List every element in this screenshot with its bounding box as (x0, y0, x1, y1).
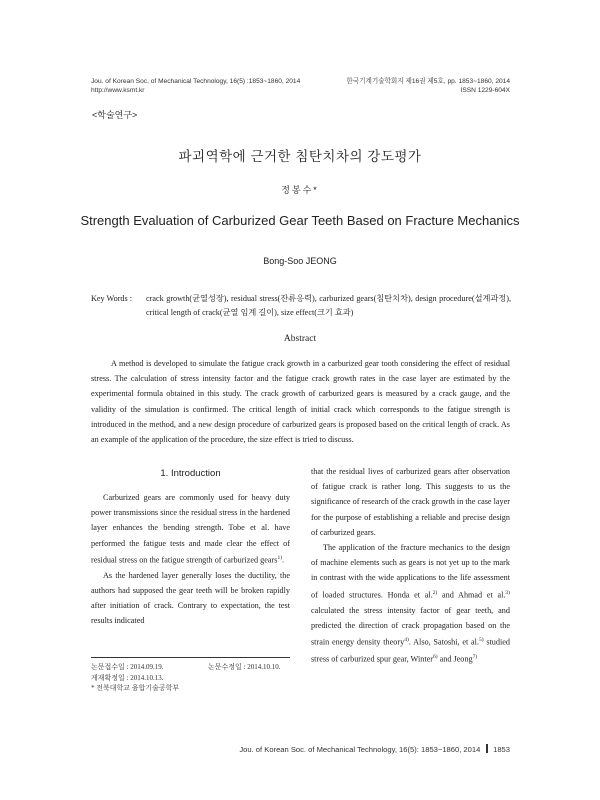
intro-paragraph-4: The application of the fracture mechanics to the design of machine elements such as gears is not yet up to the mark in contrast with the wide applications to the life assessment of loaded structures. Honda et al.$^{2)}$ and Ahmad et al.$^{3)}$ calculated the stress intensity factor of gear teeth, and predicted the direction of crack propagation based on the strain energy density theory$^{4)}$. Also, Satoshi, et al.$^{5)}$ studied stress of carburized spur gear, Winter$^{6)}$ and Jeong$^{7)}$ (311, 543, 510, 664)
reference-4: 4) (404, 636, 409, 643)
english-title: Strength Evaluation of Carburized Gear Teeth Based on Fracture Mechanics (80, 213, 520, 228)
keywords-label: Key Words : (91, 294, 133, 303)
footnote-divider (91, 657, 290, 658)
footer-citation: Jou. of Korean Soc. of Mechanical Technology, 16(5): 1853~1860, 2014 (239, 745, 481, 754)
reference-7: 7) (472, 653, 478, 660)
korean-title: 파괴역학에 근거한 침탄치차의 강도평가 (178, 149, 422, 164)
reference-1: 1) (277, 554, 283, 561)
intro-paragraph-3: that the residual lives of carburized gears after observation of fatigue crack is rather long. This suggests to us the significance of research of the crack growth in the case layer for the purpose of establishing a reliable and precise design of carburized gears. (311, 467, 510, 537)
keywords-text: crack growth(균열성장), residual stress(잔류응력), carburized gears(침탄치차), design procedure(설계과정), critical length of crack(균열 임계 길이), size effect(크기 효과) (146, 294, 511, 317)
right-column (311, 464, 510, 667)
page-footer (200, 744, 510, 754)
journal-url: http://www.ksmt.kr (91, 87, 145, 94)
section-title-introduction: 1. Introduction (160, 468, 221, 479)
reference-5: 5) (478, 636, 484, 643)
running-header-right (340, 77, 510, 95)
abstract-text: A method is developed to simulate the fatigue crack growth in a carburized gear tooth considering the effect of residual stress. The calculation of stress intensity factor and the fatigue crack growth rates in the case layer are estimated by the experimental formula obtained in this study. The crack growth of carburized gears is measured by a crack gauge, and the validity of the simulation is confirmed. The critical length of initial crack which corresponds to the fatigue strength is introduced in the method, and a new design procedure of carburized gears is proposed based on the critical length of crack. As an example of the application of the procedure, the size effect is tried to discuss. (91, 359, 510, 445)
reference-6: 6) (432, 653, 438, 660)
issn: ISSN 1229-604X (460, 87, 510, 94)
revised-date: 논문수정일 : 2014.10.10. (208, 663, 281, 671)
reference-2: 2) (432, 589, 438, 596)
korean-author: 정봉수* (281, 185, 319, 195)
left-column (91, 490, 290, 629)
intro-paragraph-2: As the hardened layer generally loses the ductility, the authors had supposed the gear teeth will be broken rapidly after initiation of crack. Contrary to expectation, the test results indicated (91, 570, 290, 626)
footnote (91, 662, 306, 694)
journal-citation: Jou. of Korean Soc. of Mechanical Technology, 16(5) :1853~1860, 2014 (91, 78, 301, 85)
intro-paragraph-1: Carburized gears are commonly used for heavy duty power transmissions since the residual stress in the hardened layer enhances the bending strength. Tobe et al. have performed the fatigue tests and made clear the effect of residual stress on the fatigue strength of carburized gears$^{1)}$. (91, 493, 290, 565)
reference-3: 3) (505, 589, 510, 596)
author-affiliation: * 전북대학교 융합기술공학부 (91, 684, 180, 692)
abstract-heading: Abstract (283, 334, 317, 344)
accepted-date: 게재확정일 : 2014.10.13. (91, 673, 164, 682)
article-category: <학술연구> (92, 110, 138, 120)
page-number: 1853 (493, 745, 510, 754)
journal-citation-korean: 한국기계기술학회지 제16권 제5호, pp. 1853~1860, 2014 (346, 78, 510, 85)
received-date: 논문접수일 : 2014.09.19. (91, 663, 164, 671)
english-author: Bong-Soo JEONG (263, 256, 337, 266)
running-header-left (91, 77, 300, 95)
keywords (91, 292, 511, 320)
footer-separator (486, 744, 488, 753)
